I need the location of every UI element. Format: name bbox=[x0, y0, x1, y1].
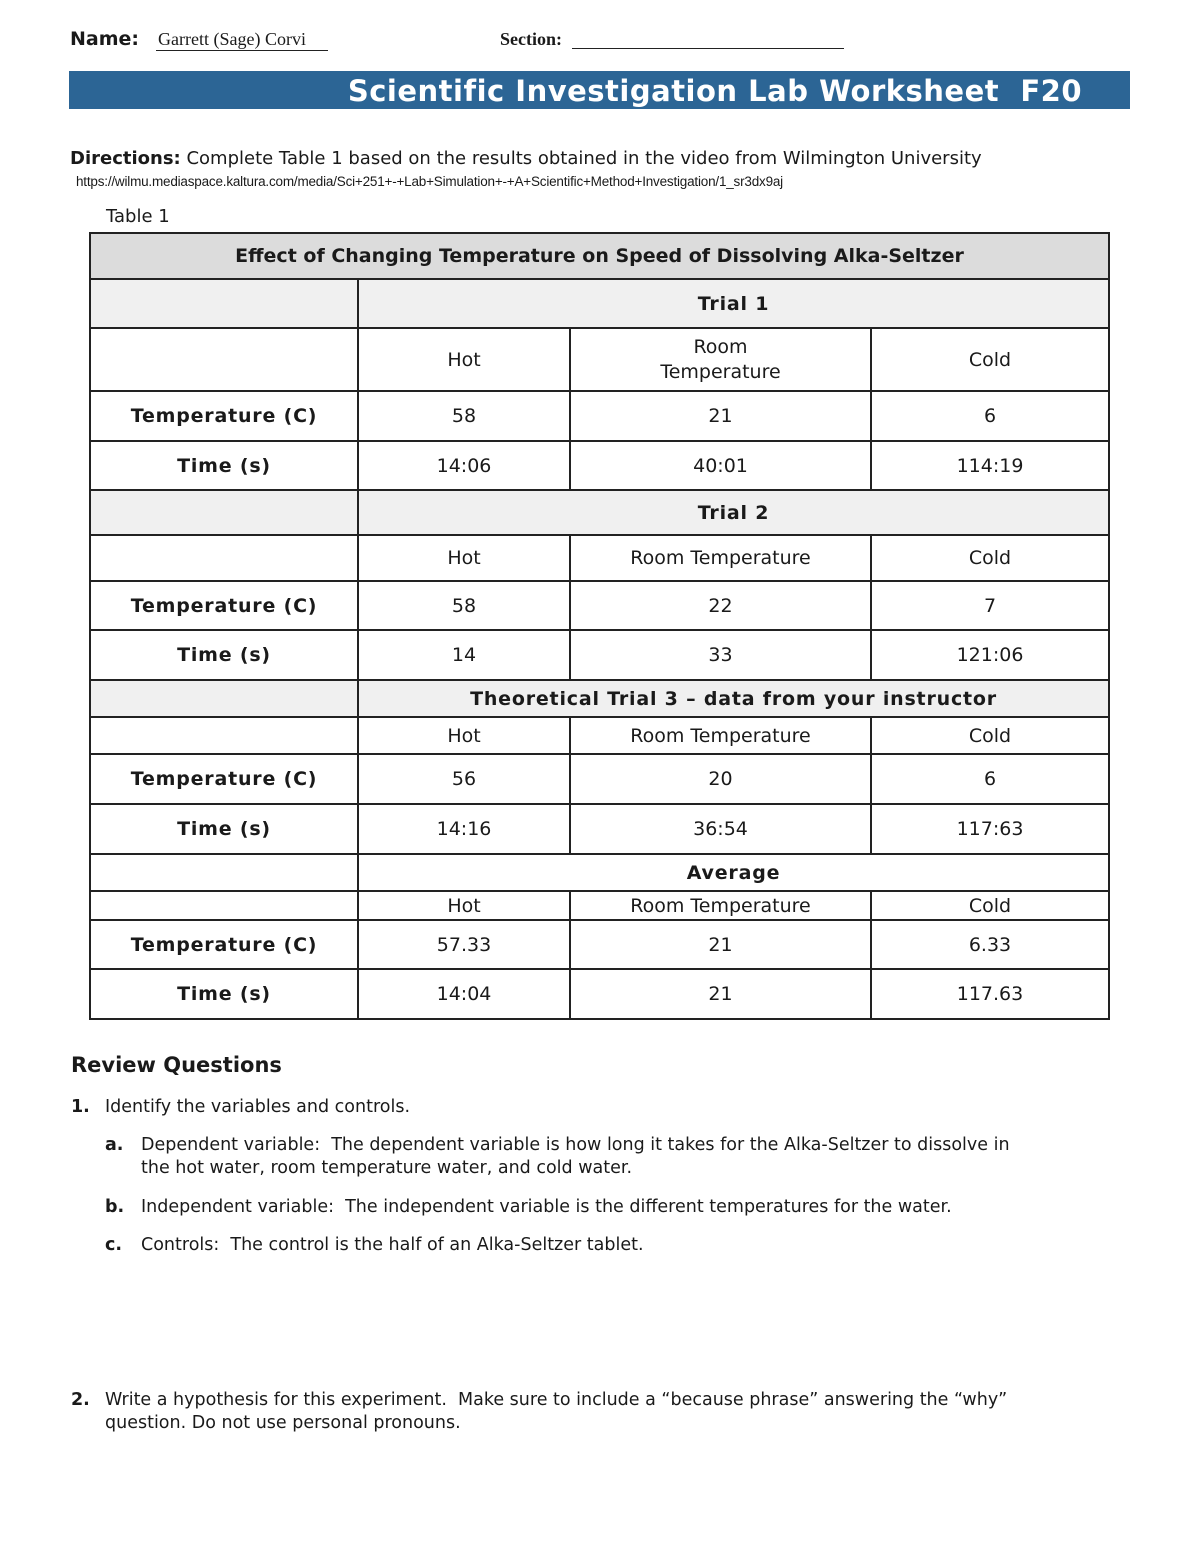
question-1c-text: Controls: The control is the half of an Alka-Seltzer tablet. bbox=[141, 1235, 644, 1255]
average-heading: Average bbox=[358, 854, 1109, 891]
trial2-time-cold: 121:06 bbox=[871, 630, 1109, 680]
trial2-col-hot: Hot bbox=[358, 535, 570, 581]
trial2-temp-room: 22 bbox=[570, 581, 871, 630]
question-2 bbox=[71, 1389, 1151, 1437]
blank-cell bbox=[90, 279, 358, 328]
trial1-time-hot: 14:06 bbox=[358, 441, 570, 490]
trial3-time-room: 36:54 bbox=[570, 804, 871, 854]
average-col-cold: Cold bbox=[871, 891, 1109, 920]
average-temp-cold: 6.33 bbox=[871, 920, 1109, 969]
question-2-text-cont: question. Do not use personal pronouns. bbox=[105, 1413, 461, 1433]
question-1b-text: Independent variable: The independent variable is the different temperatures for the water. bbox=[141, 1197, 952, 1217]
average-col-room: Room Temperature bbox=[570, 891, 871, 920]
trial1-col-hot: Hot bbox=[358, 328, 570, 391]
blank-cell bbox=[90, 490, 358, 535]
row-label-temperature: Temperature (C) bbox=[90, 581, 358, 630]
blank-cell bbox=[90, 680, 358, 717]
trial1-time-room: 40:01 bbox=[570, 441, 871, 490]
average-temp-room: 21 bbox=[570, 920, 871, 969]
average-time-room: 21 bbox=[570, 969, 871, 1019]
trial3-temp-cold: 6 bbox=[871, 754, 1109, 804]
trial1-col-room-label: Room Temperature bbox=[660, 335, 781, 383]
question-1a-text: Dependent variable: The dependent variable is how long it takes for the Alka-Seltzer to dissolve in bbox=[141, 1135, 1010, 1155]
trial3-col-hot: Hot bbox=[358, 717, 570, 754]
trial1-col-room bbox=[570, 328, 871, 391]
average-time-hot: 14:04 bbox=[358, 969, 570, 1019]
name-value: Garrett (Sage) Corvi bbox=[156, 29, 328, 51]
trial2-heading: Trial 2 bbox=[358, 490, 1109, 535]
question-1-number: 1. bbox=[71, 1097, 90, 1117]
trial1-heading: Trial 1 bbox=[358, 279, 1109, 328]
trial3-time-cold: 117:63 bbox=[871, 804, 1109, 854]
trial2-col-cold: Cold bbox=[871, 535, 1109, 581]
header-row bbox=[70, 28, 1130, 56]
average-temp-hot: 57.33 bbox=[358, 920, 570, 969]
row-label-time: Time (s) bbox=[90, 630, 358, 680]
row-label-time: Time (s) bbox=[90, 804, 358, 854]
question-2-text: Write a hypothesis for this experiment. Make sure to include a “because phrase” answering the “why” bbox=[105, 1390, 1008, 1410]
trial1-col-cold: Cold bbox=[871, 328, 1109, 391]
review-questions-title: Review Questions bbox=[71, 1053, 282, 1077]
trial2-time-hot: 14 bbox=[358, 630, 570, 680]
row-label-temperature: Temperature (C) bbox=[90, 391, 358, 441]
trial3-heading: Theoretical Trial 3 – data from your instructor bbox=[358, 680, 1109, 717]
question-1-text: Identify the variables and controls. bbox=[105, 1097, 411, 1117]
trial2-temp-cold: 7 bbox=[871, 581, 1109, 630]
blank-cell bbox=[90, 328, 358, 391]
blank-cell bbox=[90, 854, 358, 891]
trial2-time-room: 33 bbox=[570, 630, 871, 680]
trial1-temp-room: 21 bbox=[570, 391, 871, 441]
blank-cell bbox=[90, 535, 358, 581]
blank-cell bbox=[90, 717, 358, 754]
trial3-col-cold: Cold bbox=[871, 717, 1109, 754]
question-1a-label: a. bbox=[105, 1135, 124, 1155]
question-1c-label: c. bbox=[105, 1235, 123, 1255]
trial2-temp-hot: 58 bbox=[358, 581, 570, 630]
question-1a bbox=[105, 1134, 1145, 1182]
results-table bbox=[89, 232, 1110, 1020]
question-1b-label: b. bbox=[105, 1197, 125, 1217]
video-url[interactable]: https://wilmu.mediaspace.kaltura.com/media/Sci+251+-+Lab+Simulation+-+A+Scientific+Method+Investigation/1_sr3dx9aj bbox=[76, 174, 783, 189]
row-label-temperature: Temperature (C) bbox=[90, 920, 358, 969]
blank-cell bbox=[90, 891, 358, 920]
title-banner bbox=[69, 71, 1130, 109]
trial3-time-hot: 14:16 bbox=[358, 804, 570, 854]
question-1a-text-cont: the hot water, room temperature water, and cold water. bbox=[141, 1158, 633, 1178]
trial1-time-cold: 114:19 bbox=[871, 441, 1109, 490]
directions-text: Complete Table 1 based on the results obtained in the video from Wilmington University bbox=[180, 148, 982, 169]
row-label-temperature: Temperature (C) bbox=[90, 754, 358, 804]
trial2-col-room: Room Temperature bbox=[570, 535, 871, 581]
average-col-hot: Hot bbox=[358, 891, 570, 920]
trial3-temp-room: 20 bbox=[570, 754, 871, 804]
directions bbox=[70, 148, 982, 169]
directions-label: Directions: bbox=[70, 148, 181, 169]
name-label: Name: bbox=[70, 28, 140, 50]
question-2-number: 2. bbox=[71, 1390, 90, 1410]
average-time-cold: 117.63 bbox=[871, 969, 1109, 1019]
trial3-temp-hot: 56 bbox=[358, 754, 570, 804]
table-title: Effect of Changing Temperature on Speed of Dissolving Alka-Seltzer bbox=[90, 233, 1109, 279]
section-label: Section: bbox=[500, 29, 562, 49]
row-label-time: Time (s) bbox=[90, 969, 358, 1019]
trial1-temp-hot: 58 bbox=[358, 391, 570, 441]
trial1-temp-cold: 6 bbox=[871, 391, 1109, 441]
trial3-col-room: Room Temperature bbox=[570, 717, 871, 754]
worksheet-title: Scientific Investigation Lab Worksheet F20 bbox=[347, 74, 1082, 108]
section-blank-line bbox=[572, 48, 844, 49]
row-label-time: Time (s) bbox=[90, 441, 358, 490]
table-label: Table 1 bbox=[106, 206, 170, 227]
